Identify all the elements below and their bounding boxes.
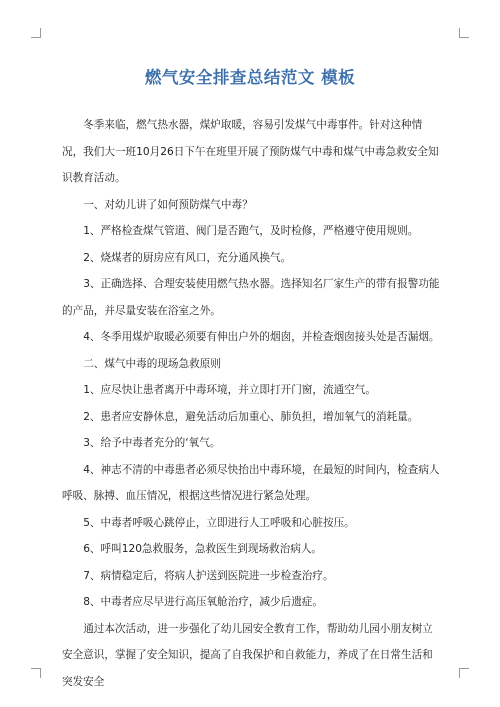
paragraph-conclusion: 通过本次活动，进一步强化了幼儿园安全教育工作，帮助幼儿园小朋友树立安全意识，掌握了安全知识，提高了自我保护和自救能力，养成了在日常生活和突发安全 bbox=[62, 622, 433, 688]
list-item: 5、中毒者呼吸心跳停止，立即进行人工呼吸和心脏按压。 bbox=[83, 516, 355, 529]
list-item: 4、神志不清的中毒患者必须尽快抬出中毒环境，在最短的时间内，检查病人呼吸、脉搏、血压情况，根据这些情况进行紧急处理。 bbox=[62, 463, 440, 502]
list-item: 6、呼叫120急救服务，急救医生到现场救治病人。 bbox=[83, 543, 323, 555]
crop-mark-bottom-right bbox=[459, 668, 469, 678]
list-item: 1、应尽快让患者离开中毒环境，并立即打开门窗，流通空气。 bbox=[83, 384, 376, 396]
list-item: 7、病情稳定后，将病人护送到医院进一步检查治疗。 bbox=[83, 569, 334, 582]
document-body bbox=[62, 112, 442, 695]
crop-mark-bottom-left bbox=[31, 668, 41, 678]
document-title: 燃气安全排查总结范文 模板 bbox=[144, 68, 356, 87]
paragraph-intro: 冬季来临，燃气热水器，煤炉取暖，容易引发煤气中毒事件。针对这种情况，我们大一班10月26日下午在班里开展了预防煤气中毒和煤气中毒急救安全知识教育活动。 bbox=[62, 119, 439, 184]
crop-mark-top-right bbox=[459, 28, 469, 38]
list-item: 1、严格检查煤气管道、阀门是否跑气，及时检修，严格遵守使用规则。 bbox=[83, 225, 419, 237]
list-item: 3、正确选择、合理安装使用燃气热水器。选择知名厂家生产的带有报警功能的产品，并尽量安装在浴室之外。 bbox=[62, 278, 440, 317]
crop-mark-top-left bbox=[31, 28, 41, 38]
list-item: 8、中毒者应尽早进行高压氧舱治疗，减少后遗症。 bbox=[83, 596, 323, 608]
list-item: 2、烧煤者的厨房应有风口，充分通风换气。 bbox=[83, 251, 292, 264]
list-item: 2、患者应安静休息，避免活动后加重心、肺负担，增加氧气的消耗量。 bbox=[83, 410, 419, 423]
section-heading-prevention: 一、对幼儿讲了如何预防煤气中毒？ bbox=[83, 198, 253, 211]
section-heading-first-aid: 二、煤气中毒的现场急救原则 bbox=[83, 357, 221, 370]
list-item: 3、给予中毒者充分的‘氧气。 bbox=[83, 437, 221, 449]
list-item: 4、冬季用煤炉取暖必须要有伸出户外的烟囱，并检查烟囱接头处是否漏烟。 bbox=[83, 331, 440, 343]
